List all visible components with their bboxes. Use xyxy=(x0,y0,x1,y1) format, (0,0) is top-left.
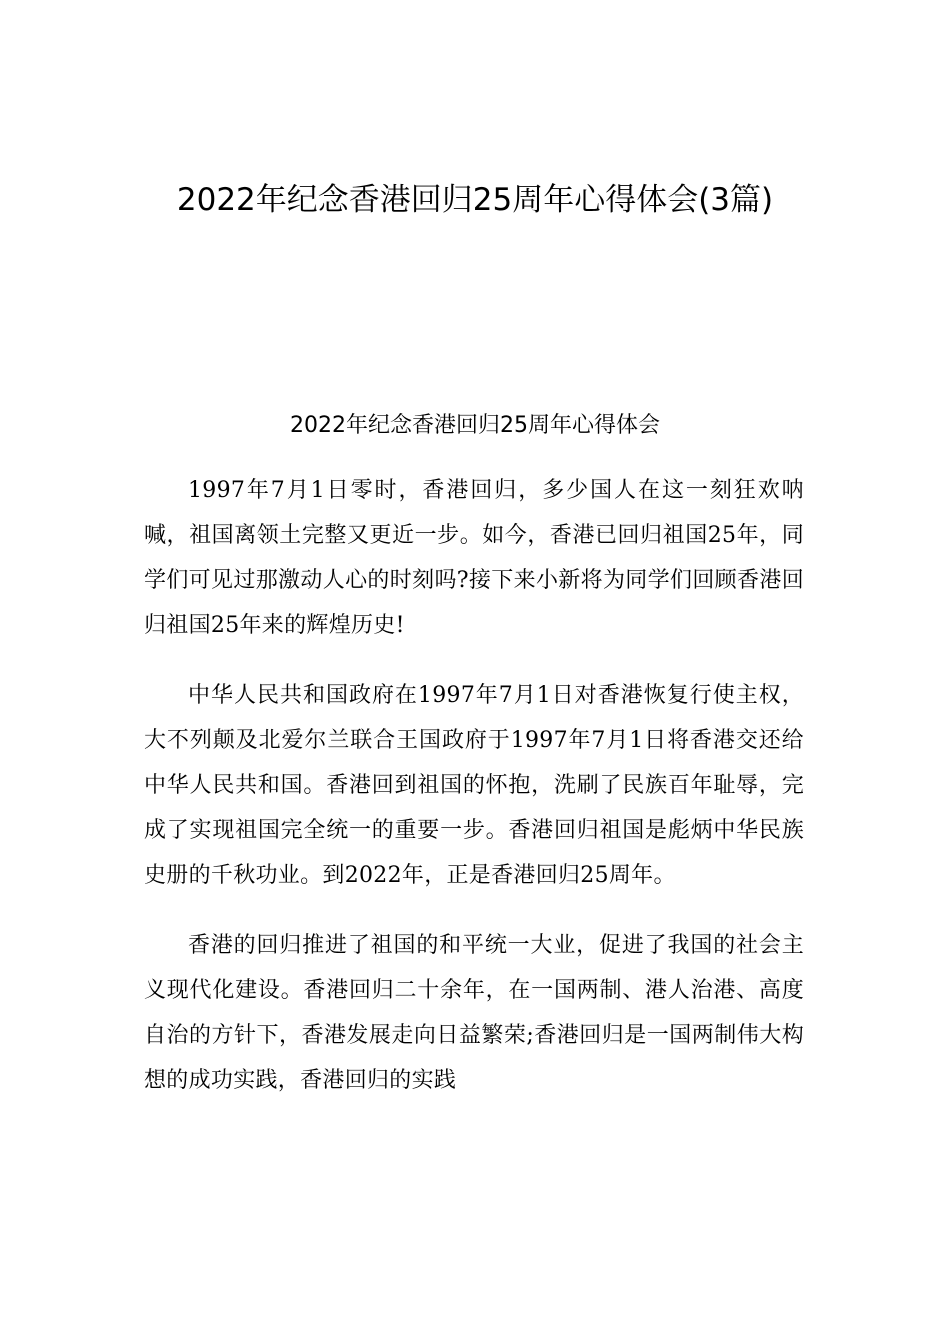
paragraph-2: 中华人民共和国政府在1997年7月1日对香港恢复行使主权，大不列颠及北爱尔兰联合王国政府于1997年7月1日将香港交还给中华人民共和国。香港回到祖国的怀抱，洗刷了民族百年耻辱，完成了实现祖国完全统一的重要一步。香港回归祖国是彪炳中华民族史册的千秋功业。到2022年，正是香港回归25周年。 xyxy=(144,683,804,888)
section-heading: 2022年纪念香港回归25周年心得体会 xyxy=(290,413,660,438)
document-title: 2022年纪念香港回归25周年心得体会(3篇) xyxy=(176,182,774,218)
document-body xyxy=(144,468,804,1128)
paragraph-3: 香港的回归推进了祖国的和平统一大业，促进了我国的社会主义现代化建设。香港回归二十余年，在一国两制、港人治港、高度自治的方针下，香港发展走向日益繁荣;香港回归是一国两制伟大构想的成功实践，香港回归的实践 xyxy=(144,933,804,1093)
paragraph-1: 1997年7月1日零时，香港回归，多少国人在这一刻狂欢呐喊，祖国离领土完整又更近一步。如今，香港已回归祖国25年，同学们可见过那激动人心的时刻吗?接下来小新将为同学们回顾香港回归祖国25年来的辉煌历史! xyxy=(144,478,804,638)
